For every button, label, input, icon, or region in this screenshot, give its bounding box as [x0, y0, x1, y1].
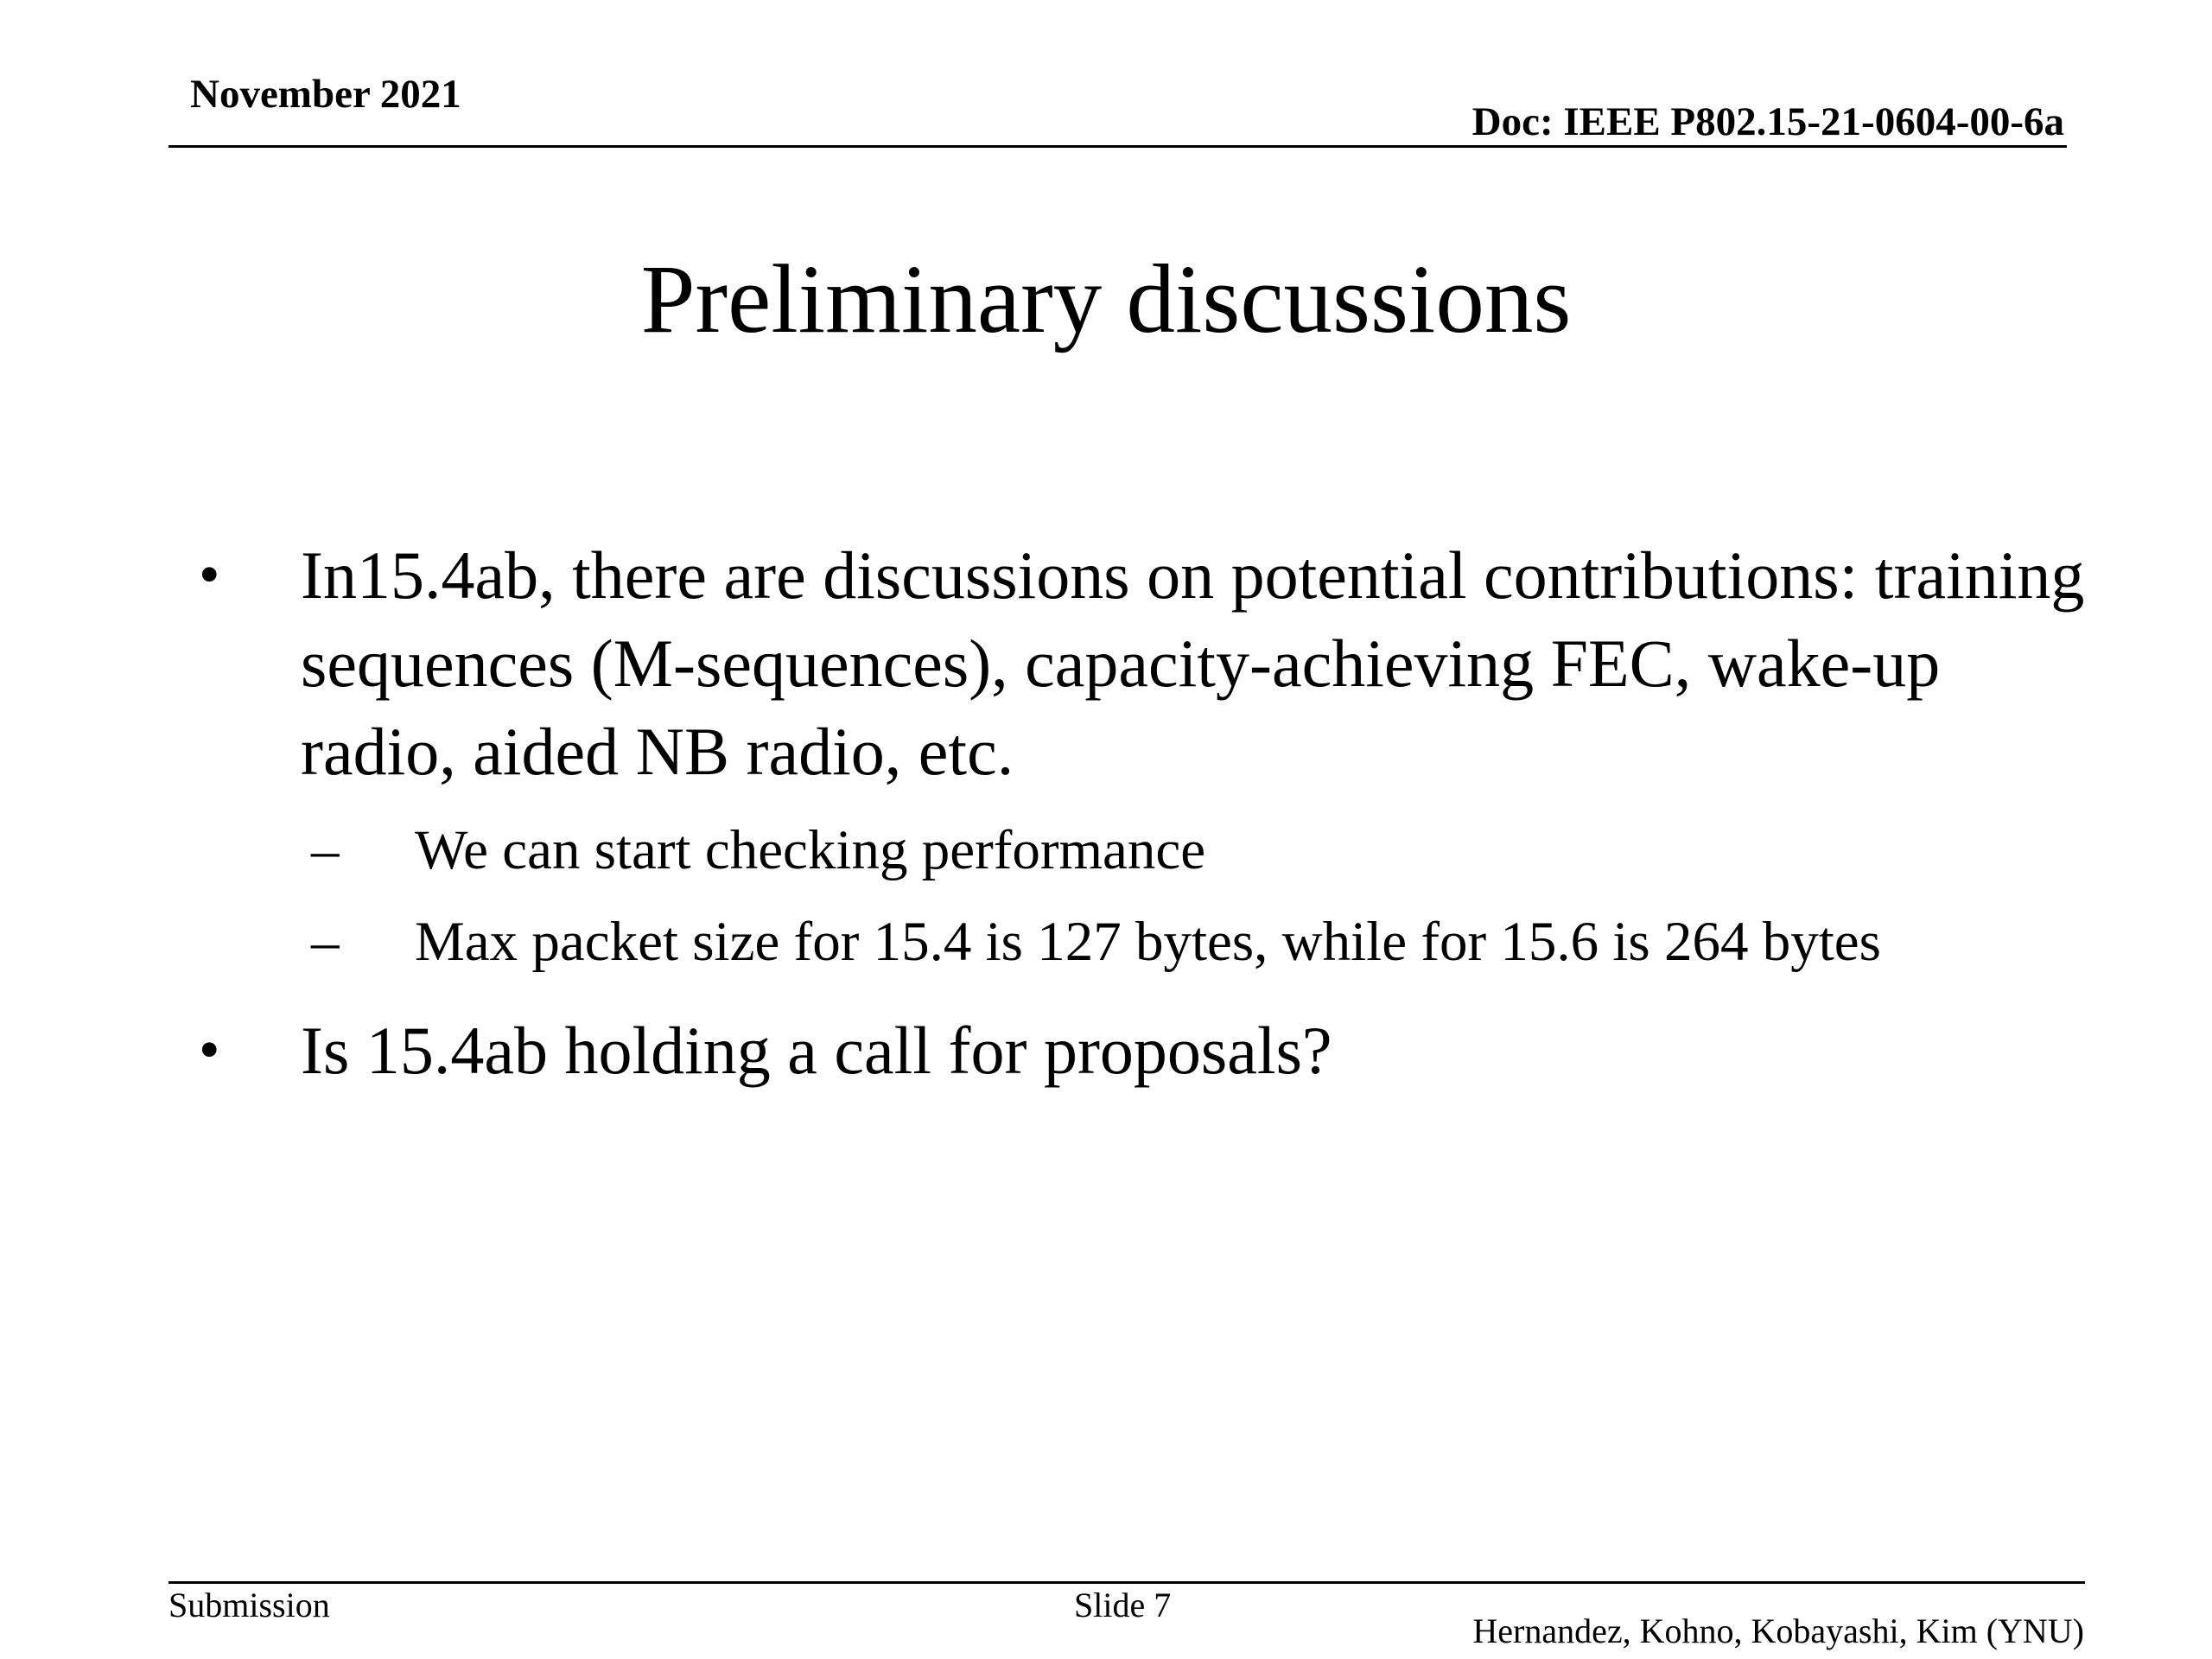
slide-title: Preliminary discussions	[640, 245, 1572, 353]
sub-bullet-item	[190, 896, 2091, 988]
footer-authors: Hernandez, Kohno, Kobayashi, Kim (YNU)	[1472, 1611, 2084, 1650]
bullet-item	[190, 1007, 2091, 1095]
sub-bullet-text: Max packet size for 15.4 is 127 bytes, while for 15.6 is 264 bytes	[415, 911, 1881, 973]
dash-icon: –	[311, 819, 340, 881]
header-divider	[168, 145, 2067, 148]
bullet-text: In15.4ab, there are discussions on potential contributions: training sequences (M-sequences), capacity-achieving FEC, wake-up radio, aided NB radio, etc.	[301, 537, 2085, 789]
footer-submission: Submission	[168, 1586, 330, 1624]
header-doc-id: Doc: IEEE P802.15-21-0604-00-6a	[1471, 99, 2064, 144]
sub-bullet-text: We can start checking performance	[415, 819, 1206, 881]
slide-content	[190, 531, 2091, 1095]
bullet-dot-icon: •	[199, 542, 220, 608]
footer-slide-number: Slide 7	[1074, 1586, 1172, 1624]
bullet-item	[190, 531, 2091, 796]
header-date: November 2021	[190, 72, 461, 117]
sub-bullet-item	[190, 804, 2091, 896]
sub-bullet-list	[190, 804, 2091, 988]
bullet-text: Is 15.4ab holding a call for proposals?	[301, 1013, 1332, 1088]
footer-divider	[168, 1581, 2085, 1584]
bullet-dot-icon: •	[199, 1017, 220, 1084]
dash-icon: –	[311, 911, 340, 973]
